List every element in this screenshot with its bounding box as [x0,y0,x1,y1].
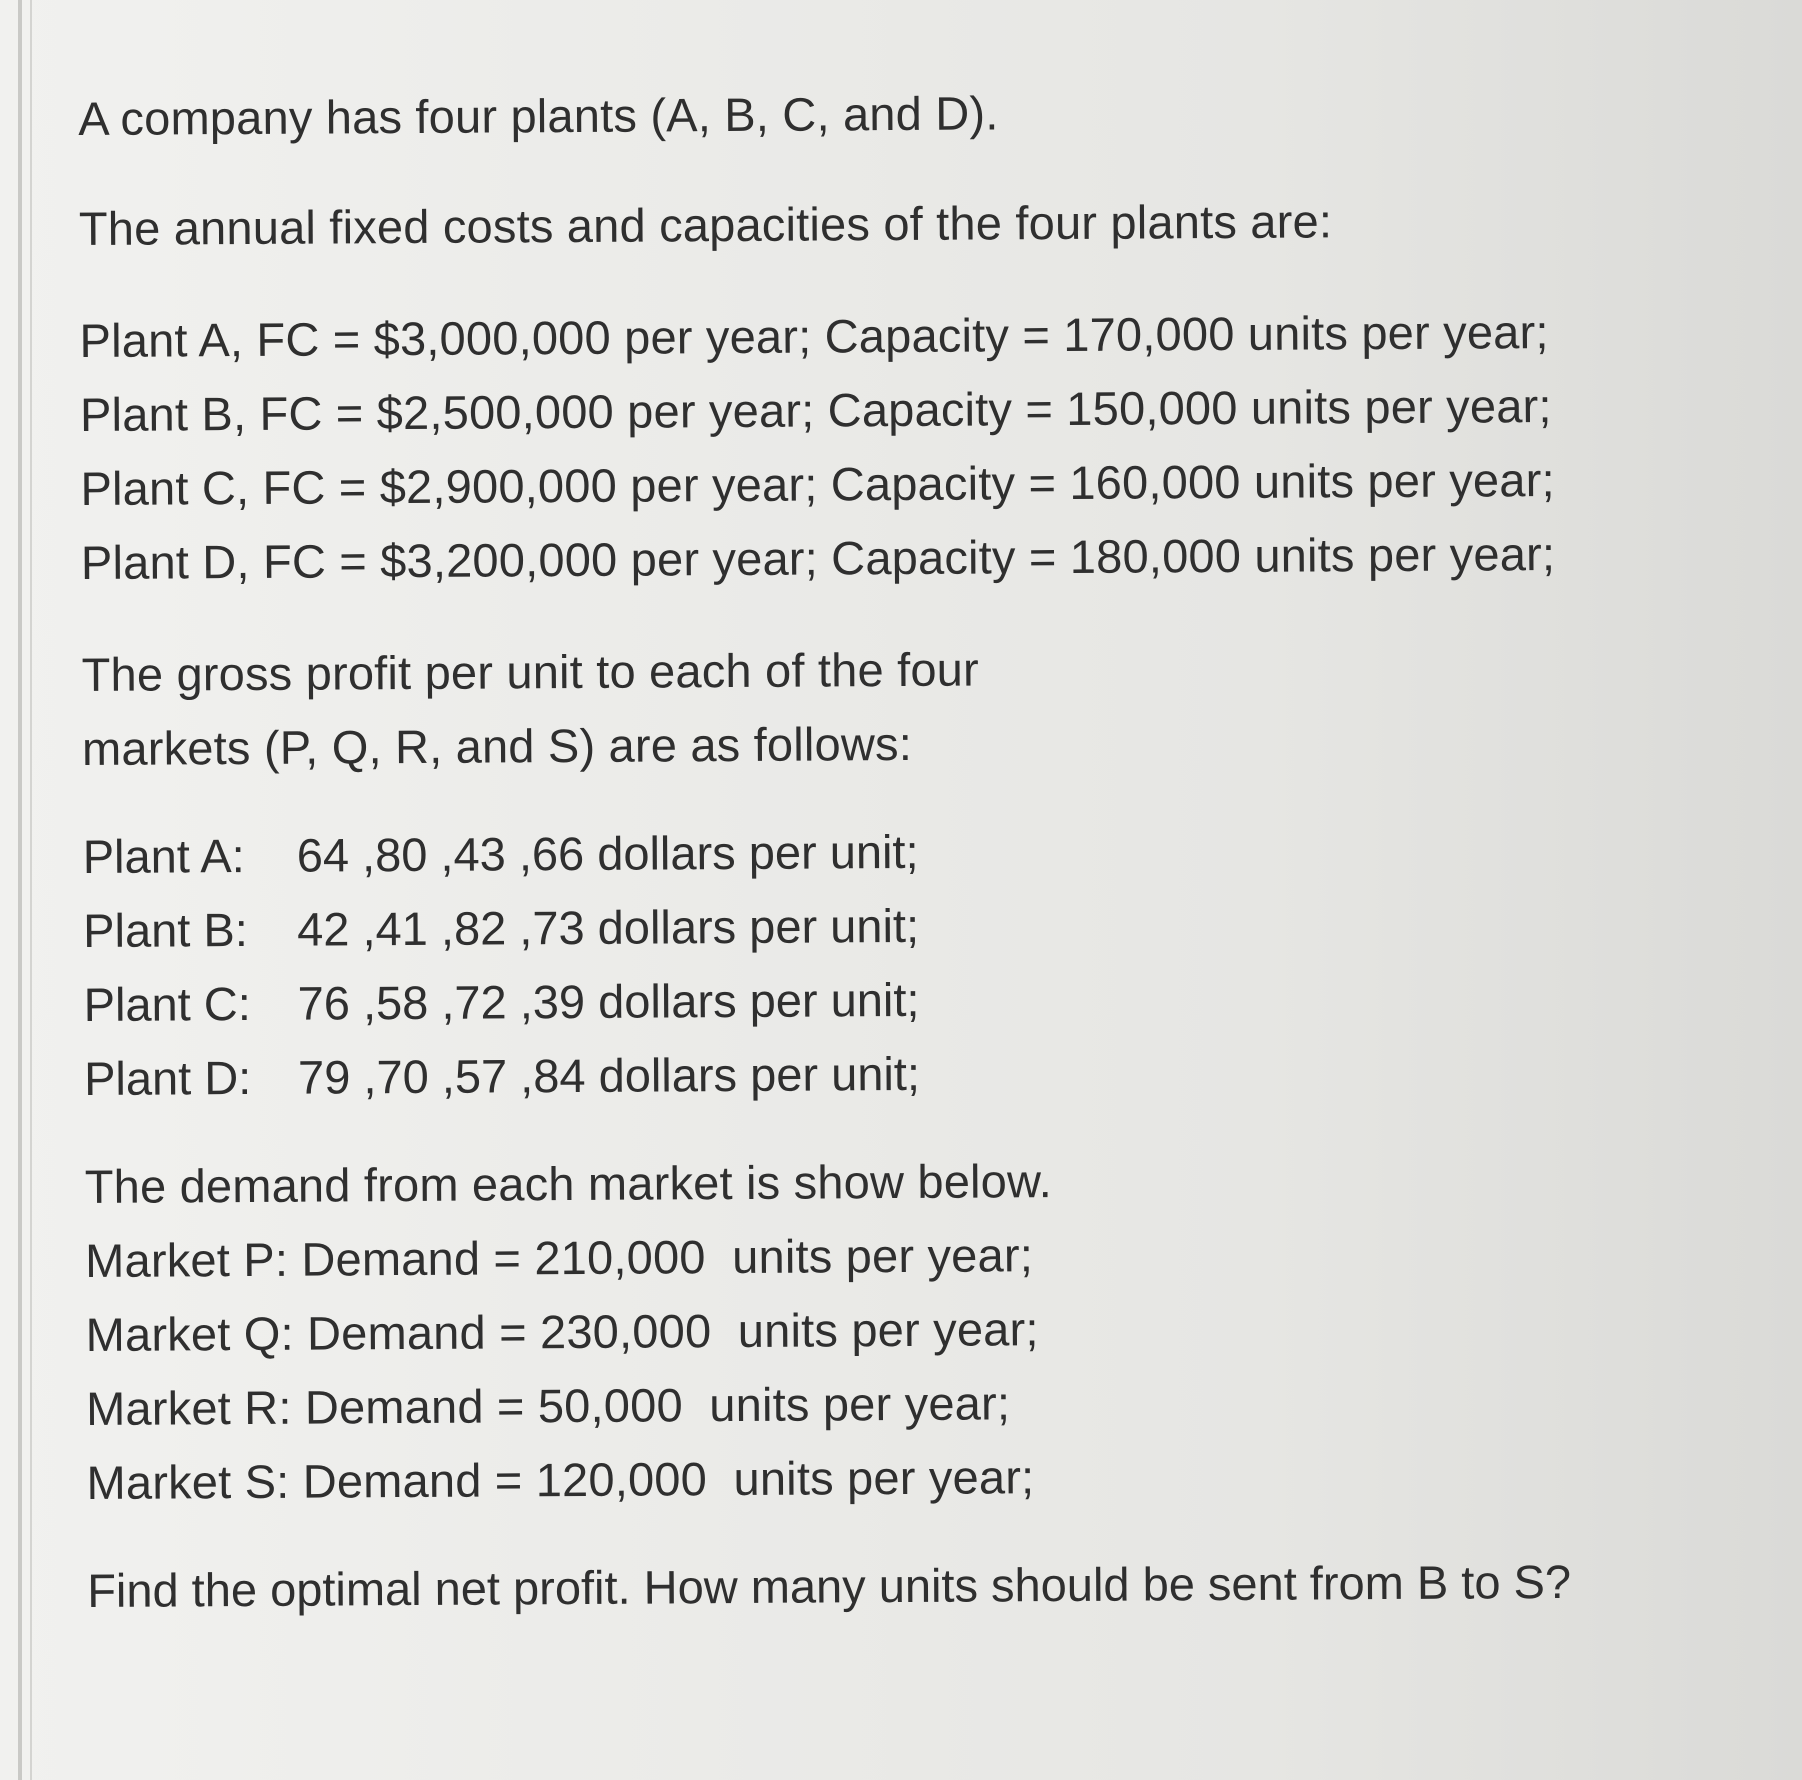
profit-values-d: 79 ,70 ,57 ,84 dollars per unit; [297,1046,921,1104]
demand-line-r: Market R: Demand = 50,000 units per year; [85,1376,1011,1435]
profit-label-a: Plant A: [82,828,245,883]
demand-line-q: Market Q: Demand = 230,000 units per year; [85,1302,1039,1361]
problem-text [78,72,1687,1628]
profit-label-d: Plant D: [83,1050,252,1105]
profit-values-a: 64 ,80 ,43 ,66 dollars per unit; [296,824,919,882]
intro-line-1: A company has four plants (A, B, C, and D). [78,86,999,145]
profit-label-b: Plant B: [83,902,248,957]
profit-row-a [83,810,1683,894]
left-page-edge [18,0,22,1780]
plant-cost-line-b: Plant B, FC = $2,500,000 per year; Capacity = 150,000 units per year; [79,379,1552,441]
intro-line-2: The annual fixed costs and capacities of the four plants are: [78,194,1333,255]
plant-cost-line-d: Plant D, FC = $3,200,000 per year; Capacity = 180,000 units per year; [80,526,1556,589]
profit-row-c [83,958,1683,1042]
demand-line-p: Market P: Demand = 210,000 units per year; [85,1228,1034,1287]
question: Find the optimal net profit. How many units should be sent from B to S? [87,1554,1572,1617]
profit-label-c: Plant C: [83,976,251,1031]
demand-intro: The demand from each market is show below. [84,1154,1053,1213]
profit-row-d [84,1032,1684,1116]
demand-line-s: Market S: Demand = 120,000 units per year; [86,1450,1035,1509]
profit-values-c: 76 ,58 ,72 ,39 dollars per unit; [297,972,920,1030]
profit-row-b [83,884,1683,968]
profit-intro-line-2: markets (P, Q, R, and S) are as follows: [81,716,913,775]
plant-cost-line-c: Plant C, FC = $2,900,000 per year; Capacity = 160,000 units per year; [80,452,1555,515]
profit-values-b: 42 ,41 ,82 ,73 dollars per unit; [297,898,920,956]
left-page-shadow-line [30,0,32,1780]
plant-cost-line-a: Plant A, FC = $3,000,000 per year; Capacity = 170,000 units per year; [79,305,1549,367]
profit-intro-line-1: The gross profit per unit to each of the four [81,642,980,701]
